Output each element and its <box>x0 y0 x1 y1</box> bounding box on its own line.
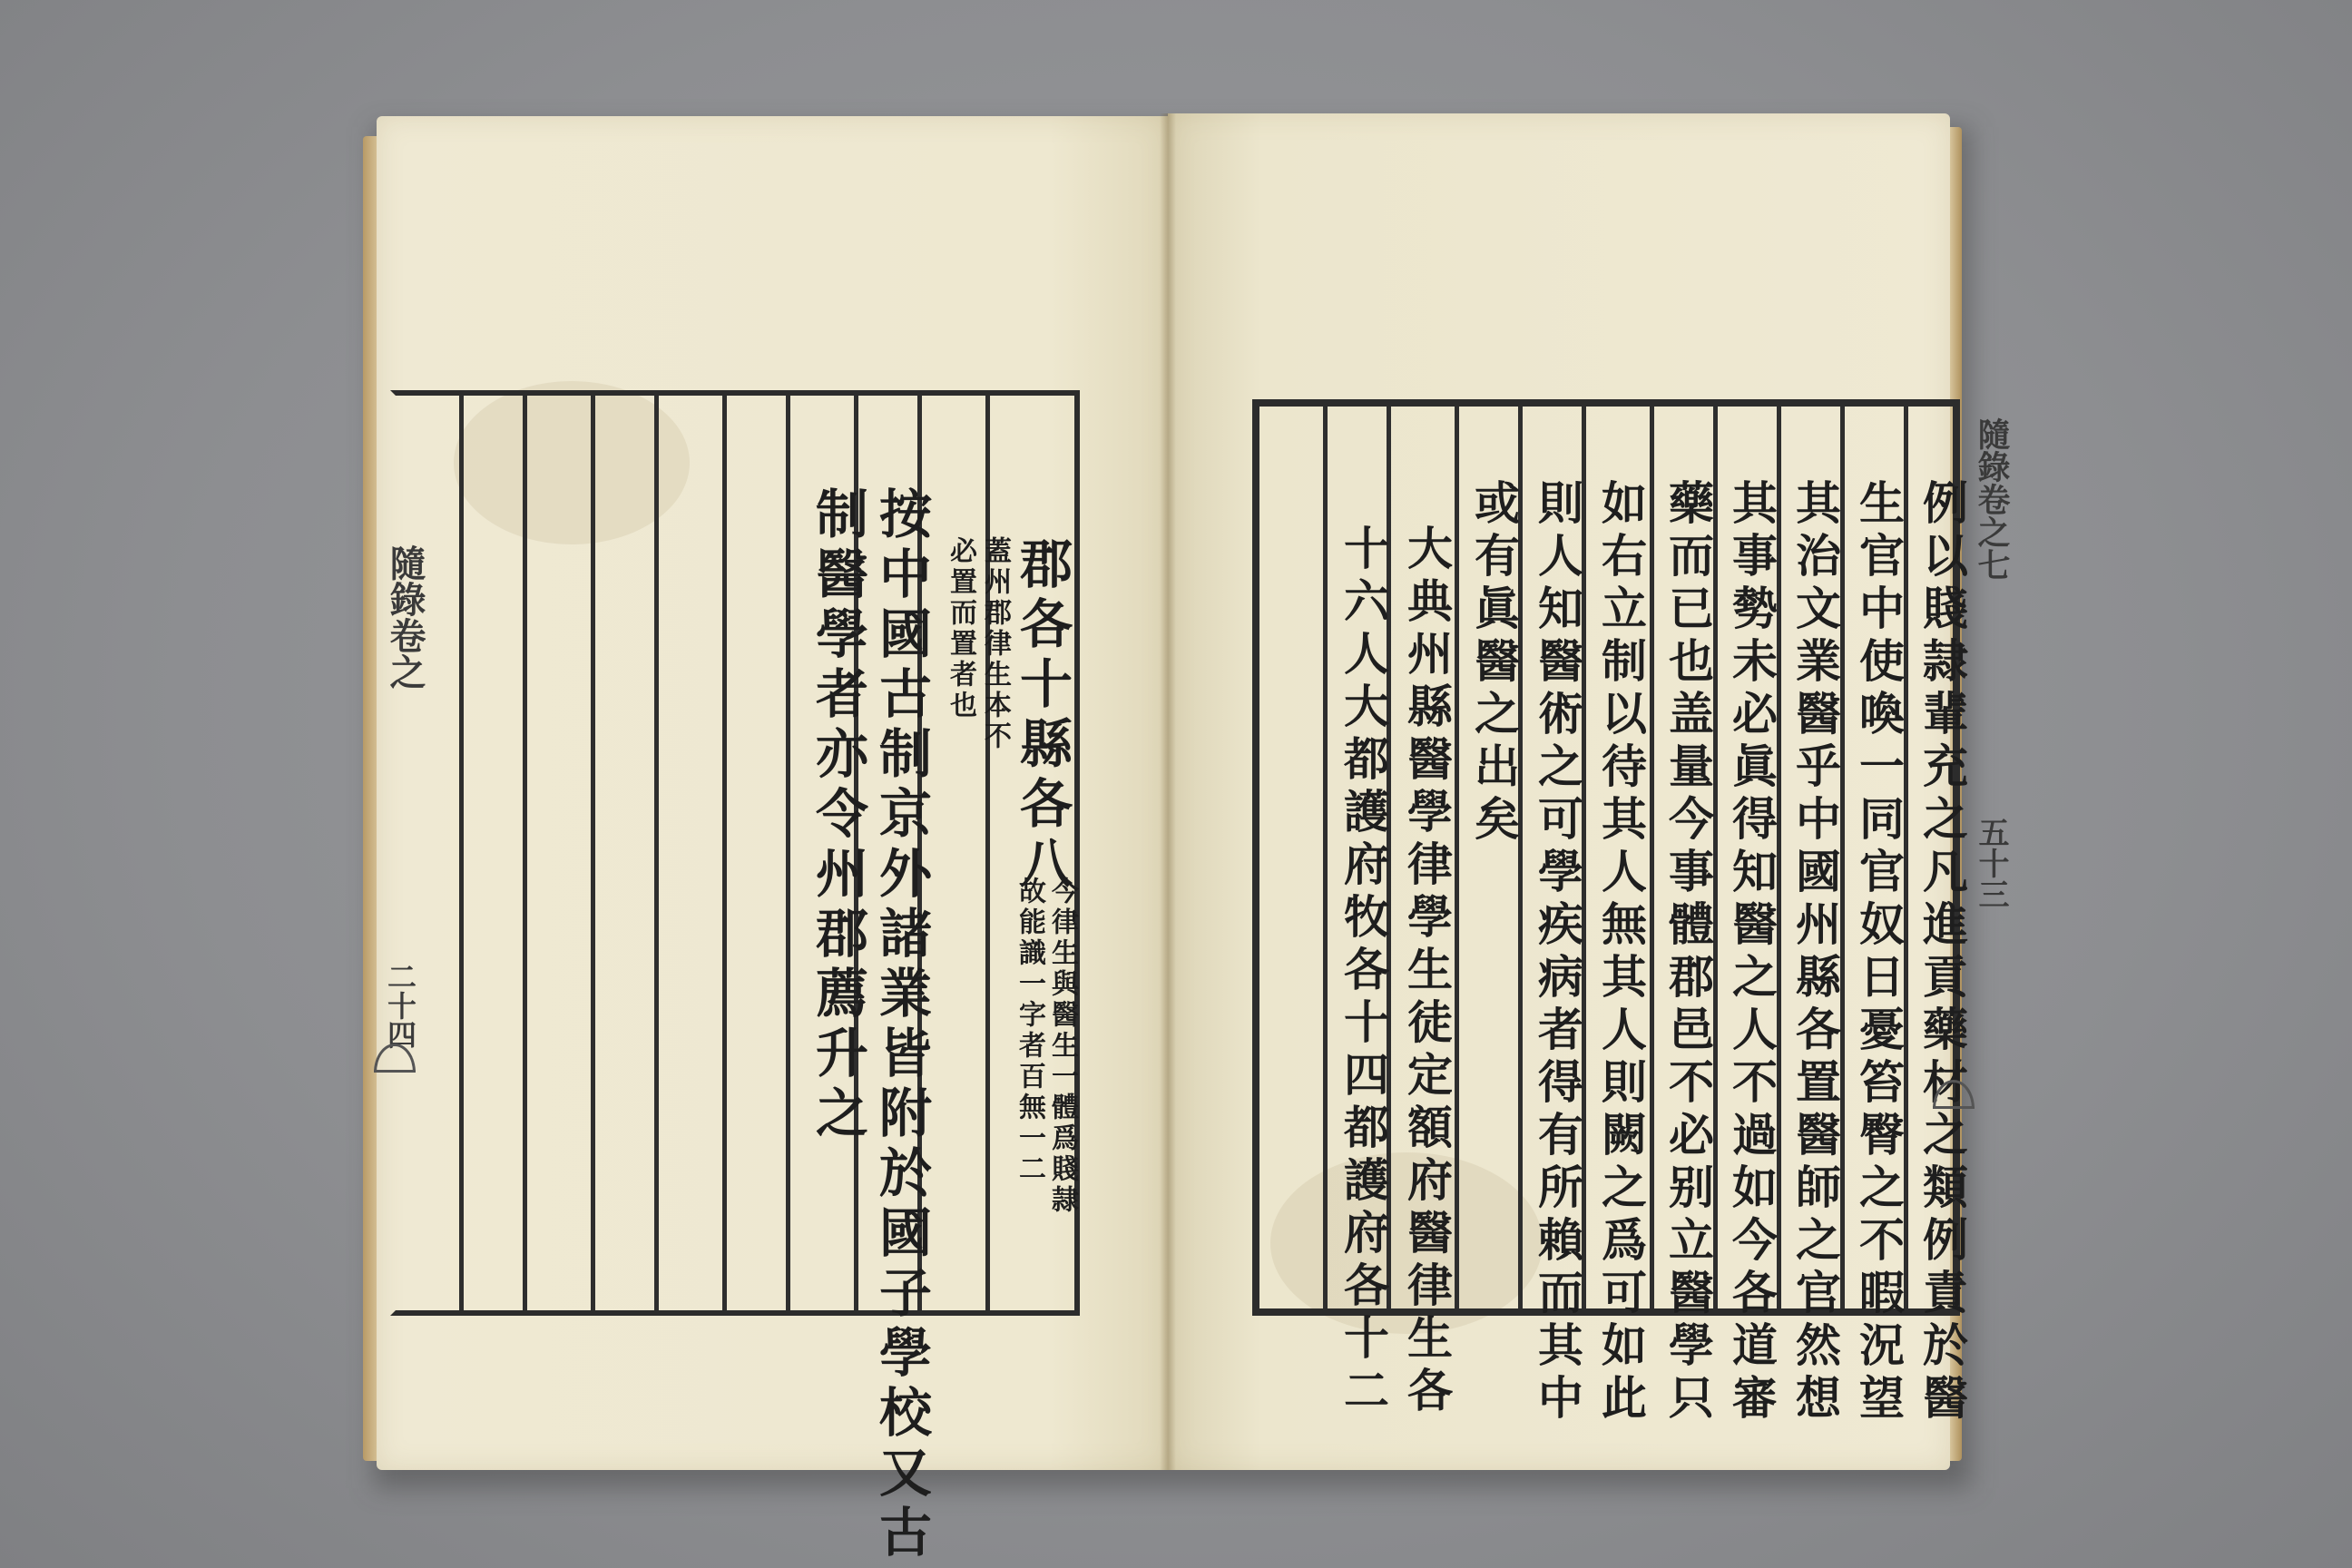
text-column-1: 郡各十縣各八 <box>1011 536 1073 896</box>
column-rule <box>1323 407 1328 1308</box>
text-column-4: 制醫學者亦令州郡薦升之 <box>807 486 868 1145</box>
column-rule <box>786 396 790 1310</box>
column-rule <box>654 396 659 1310</box>
text-column-5: 藥而已也盖量今事體郡邑不必别立醫學只 <box>1661 479 1715 1426</box>
column-rule <box>459 396 464 1310</box>
text-column-7: 則人知醫術之可學疾病者得有所賴而其中 <box>1531 479 1584 1426</box>
left-margin-label: 隨錄卷之 <box>384 544 426 690</box>
text-column-10: 十六人大都護府牧各十四都護府各十二 <box>1337 524 1390 1419</box>
column-rule <box>722 396 727 1310</box>
column-rule <box>985 396 990 1310</box>
text-column-3: 按中國古制京外諸業皆附於國子學校又古 <box>870 486 932 1564</box>
text-column-2: 生官中使喚一同官奴日憂笞臀之不暇況望 <box>1852 479 1906 1426</box>
left-margin-page: 二十四 <box>383 962 417 1049</box>
left-text-frame <box>390 390 1080 1564</box>
text-column-1-note-b: 故能識一字者百無一二 <box>1014 877 1045 1185</box>
right-text-frame <box>1252 399 1969 1426</box>
text-column-1-note-a: 今律生與醫生一體爲賤隷 <box>1046 877 1078 1216</box>
text-column-4: 其事勢未必眞得知醫之人不過如今各道審 <box>1725 479 1779 1426</box>
text-column-2-note-b: 必置而置者也 <box>945 536 976 721</box>
text-column-3: 其治文業醫乎中國州縣各置醫師之官然想 <box>1788 479 1842 1426</box>
column-rule <box>523 396 527 1310</box>
text-column-9: 大典州縣醫學律學生徒定額府醫律生各 <box>1400 524 1454 1419</box>
text-column-8: 或有眞醫之出矣 <box>1467 479 1521 848</box>
text-column-1: 例以賤隷輩充之凡進貢藥材之類例責於醫 <box>1916 479 1969 1426</box>
book-gutter <box>1160 113 1176 1470</box>
text-column-2-note-a: 蓋州郡律生本不 <box>979 536 1011 752</box>
right-margin-page: 五十三 <box>1973 817 2009 909</box>
column-rule <box>591 396 595 1310</box>
text-column-6: 如右立制以待其人無其人則闕之爲可如此 <box>1594 479 1648 1426</box>
right-margin-label: 隨錄卷之七 <box>1973 417 2011 581</box>
